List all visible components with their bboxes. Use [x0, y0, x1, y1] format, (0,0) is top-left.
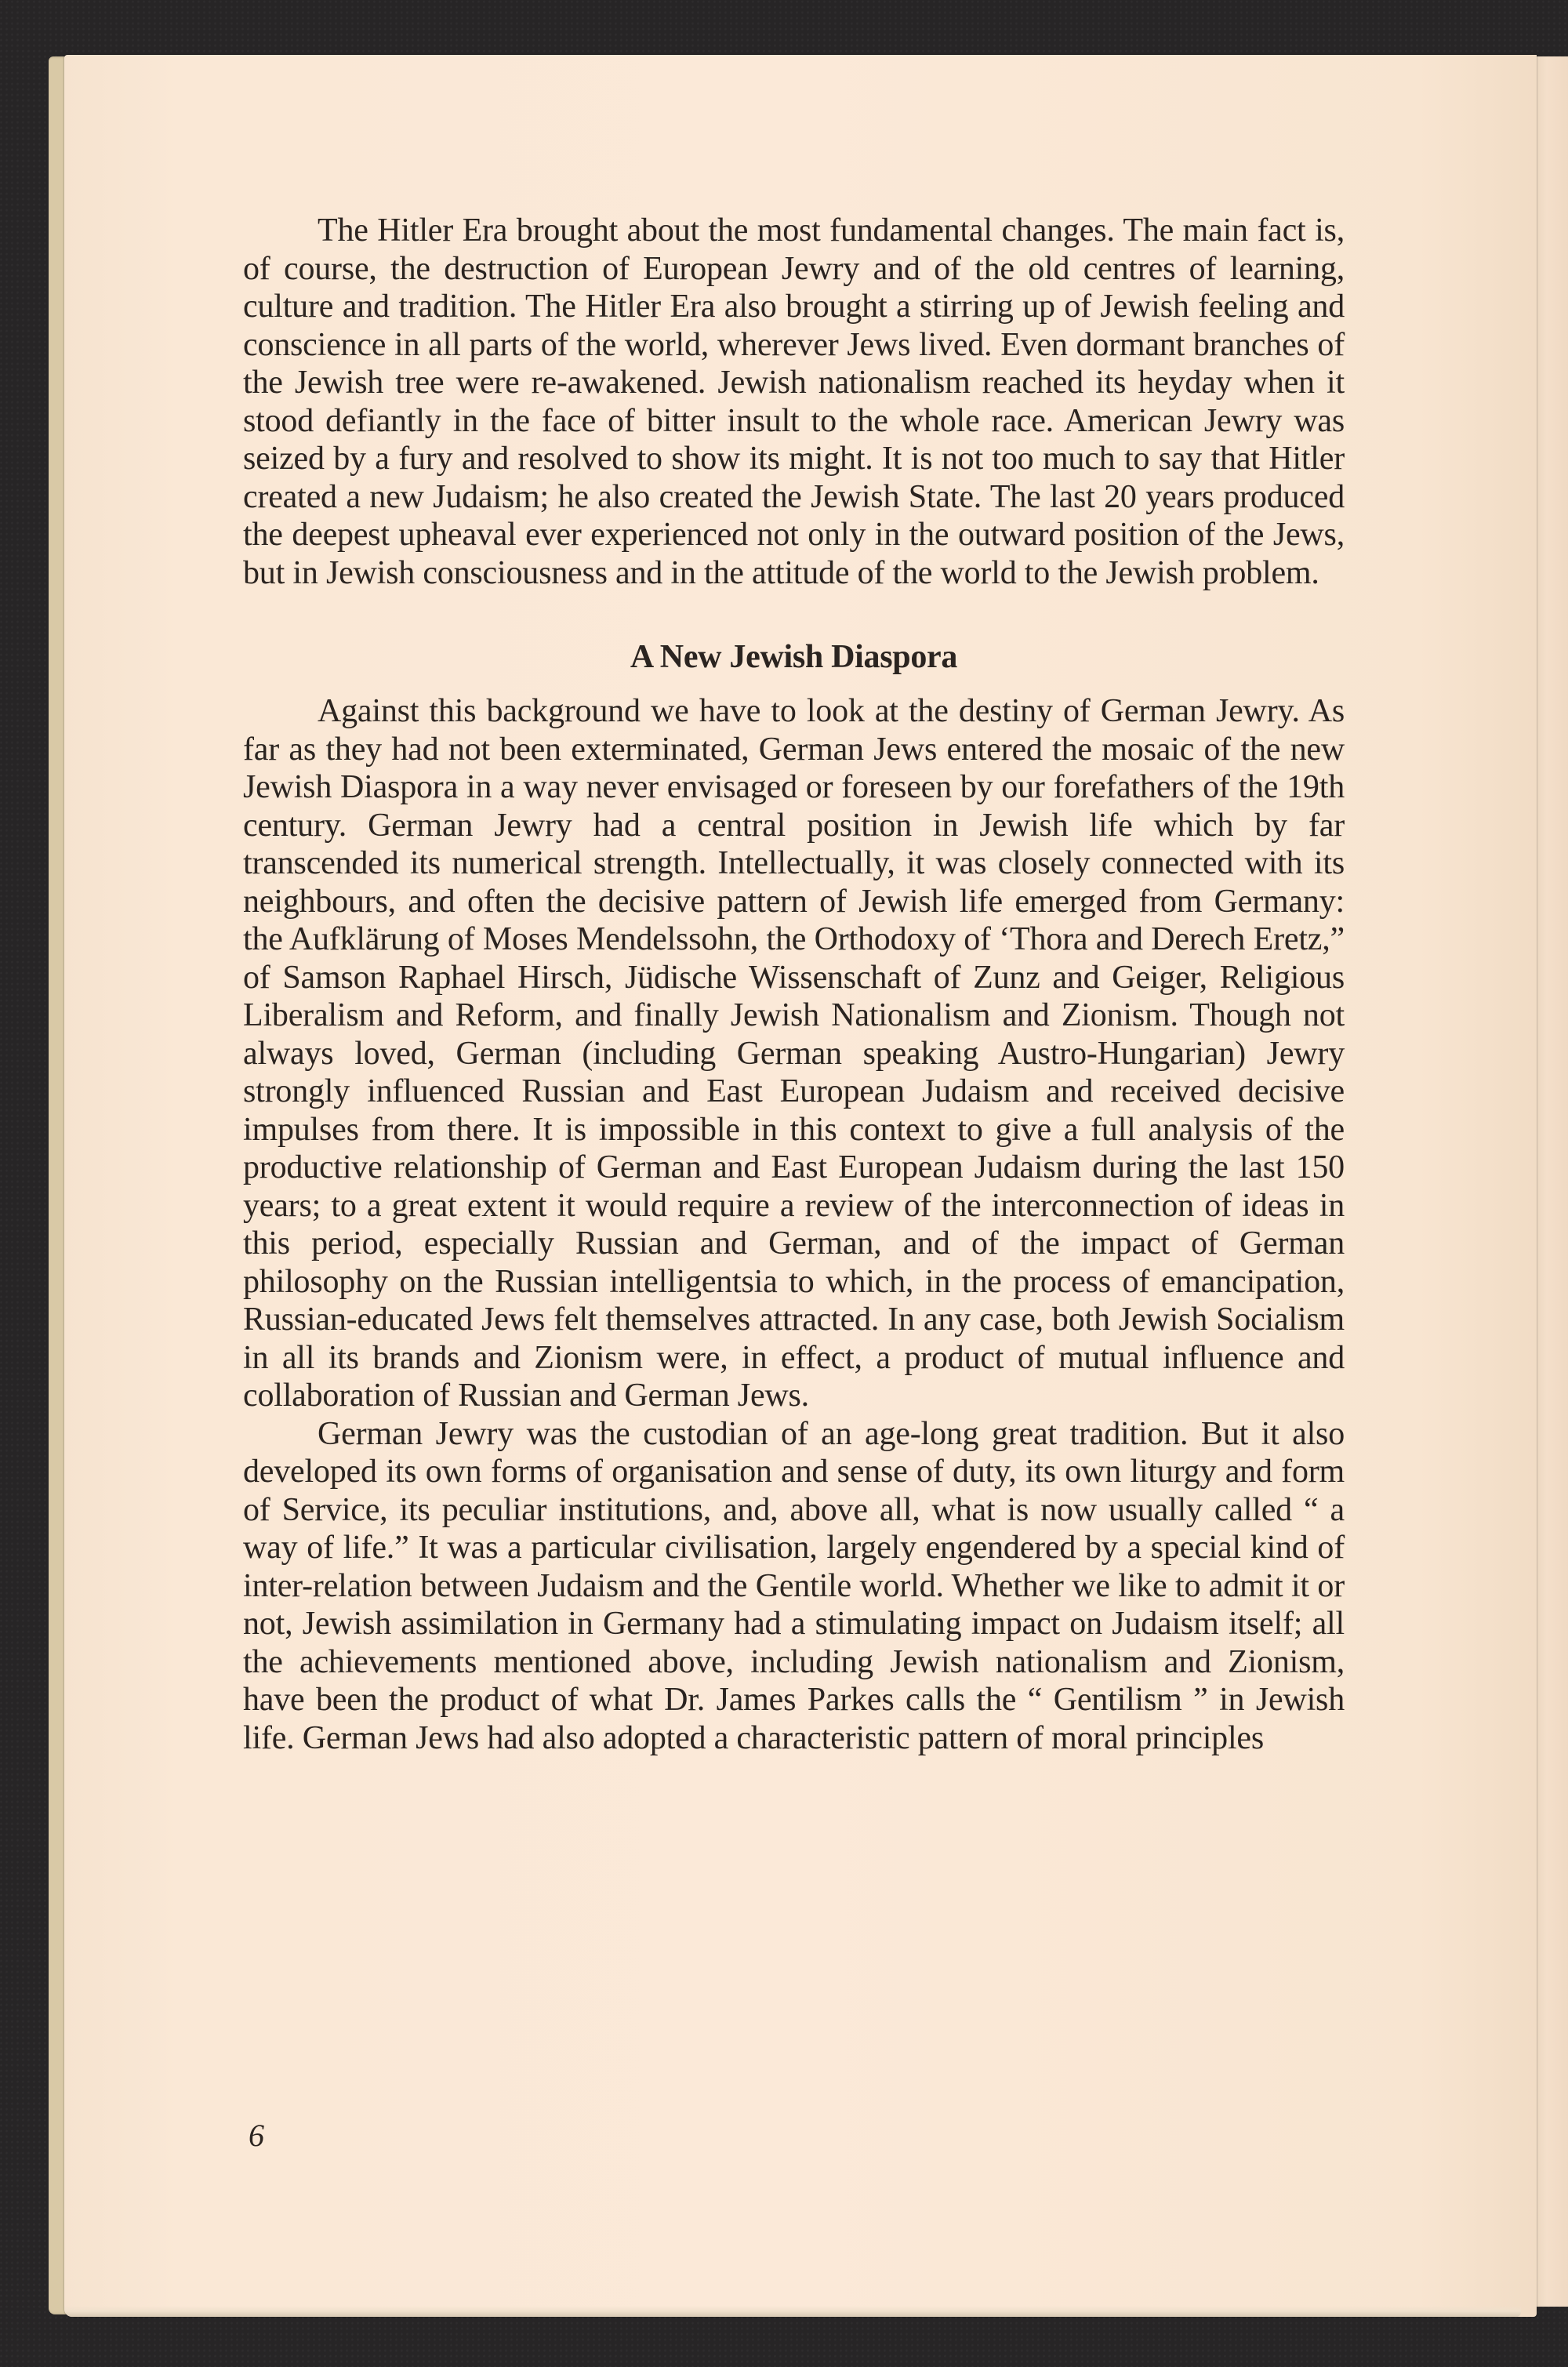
page-number: 6 — [249, 2118, 264, 2153]
paragraph-hitler-era: The Hitler Era brought about the most fundamental changes. The main fact is, of course, the destruction of European Jewry and of the old centres of learning, culture and tradition. The Hitler Era also brought a stirring up of Jewish feeling and conscience in all parts of the world, wherever Jews lived. Even dormant branches of the Jewish tree were re-awakened. Jewish nationalism reached its heyday when it stood defiantly in the face of bitter insult to the whole race. American Jewry was seized by a fury and resolved to show its might. It is not too much to say that Hitler created a new Judaism; he also created the Jewish State. The last 20 years produced the deepest upheaval ever experienced not only in the outward position of the Jews, but in Jewish consciousness and in the attitude of the world to the Jewish problem. — [243, 212, 1345, 591]
body-text — [243, 212, 1345, 1757]
paragraph-german-jewry-destiny: Against this background we have to look at the destiny of German Jewry. As far as they had not been exterminated, German Jews entered the mosaic of the new Jewish Diaspora in a way never envisaged or foreseen by our forefathers of the 19th century. German Jewry had a central position in Jewish life which by far transcended its numerical strength. Intellectually, it was closely connected with its neighbours, and often the decisive pattern of Jewish life emerged from Germany: the Aufklärung of Moses Mendelssohn, the Orthodoxy of ‘Thora and Derech Eretz,” of Samson Raphael Hirsch, Jüdische Wissenschaft of Zunz and Geiger, Religious Liberalism and Reform, and finally Jewish Nationalism and Zionism. Though not always loved, German (including German speaking Austro-Hungarian) Jewry strongly influenced Russian and East European Judaism and received decisive impulses from there. It is impossible in this context to give a full analysis of the productive relationship of German and East European Judaism during the last 150 years; to a great extent it would require a review of the interconnection of ideas in this period, especially Russian and German, and of the impact of German philosophy on the Russian intelligentsia to which, in the process of emancipation, Russian-educated Jews felt themselves attracted. In any case, both Jewish Socialism in all its brands and Zionism were, in effect, a product of mutual influence and collaboration of Russian and German Jews. — [243, 693, 1345, 1414]
section-heading: A New Jewish Diaspora — [630, 639, 958, 675]
facing-page-edge — [1531, 56, 1568, 2307]
paragraph-german-jewry-tradition: German Jewry was the custodian of an age-long great tradition. But it also developed its own forms of organisation and sense of duty, its own liturgy and form of Service, its peculiar institutions, and, above all, what is now usually called “ a way of life.” It was a particular civilisation, largely engendered by a special kind of inter-relation between Judaism and the Gentile world. Whether we like to admit it or not, Jewish assimilation in Germany had a stimulating impact on Judaism itself; all the achievements mentioned above, including Jewish nationalism and Zionism, have been the product of what Dr. James Parkes calls the “ Gentilism ” in Jewish life. German Jews had also adopted a characteristic pattern of moral principles — [243, 1415, 1345, 1756]
page-bottom-edge — [64, 2306, 1521, 2317]
